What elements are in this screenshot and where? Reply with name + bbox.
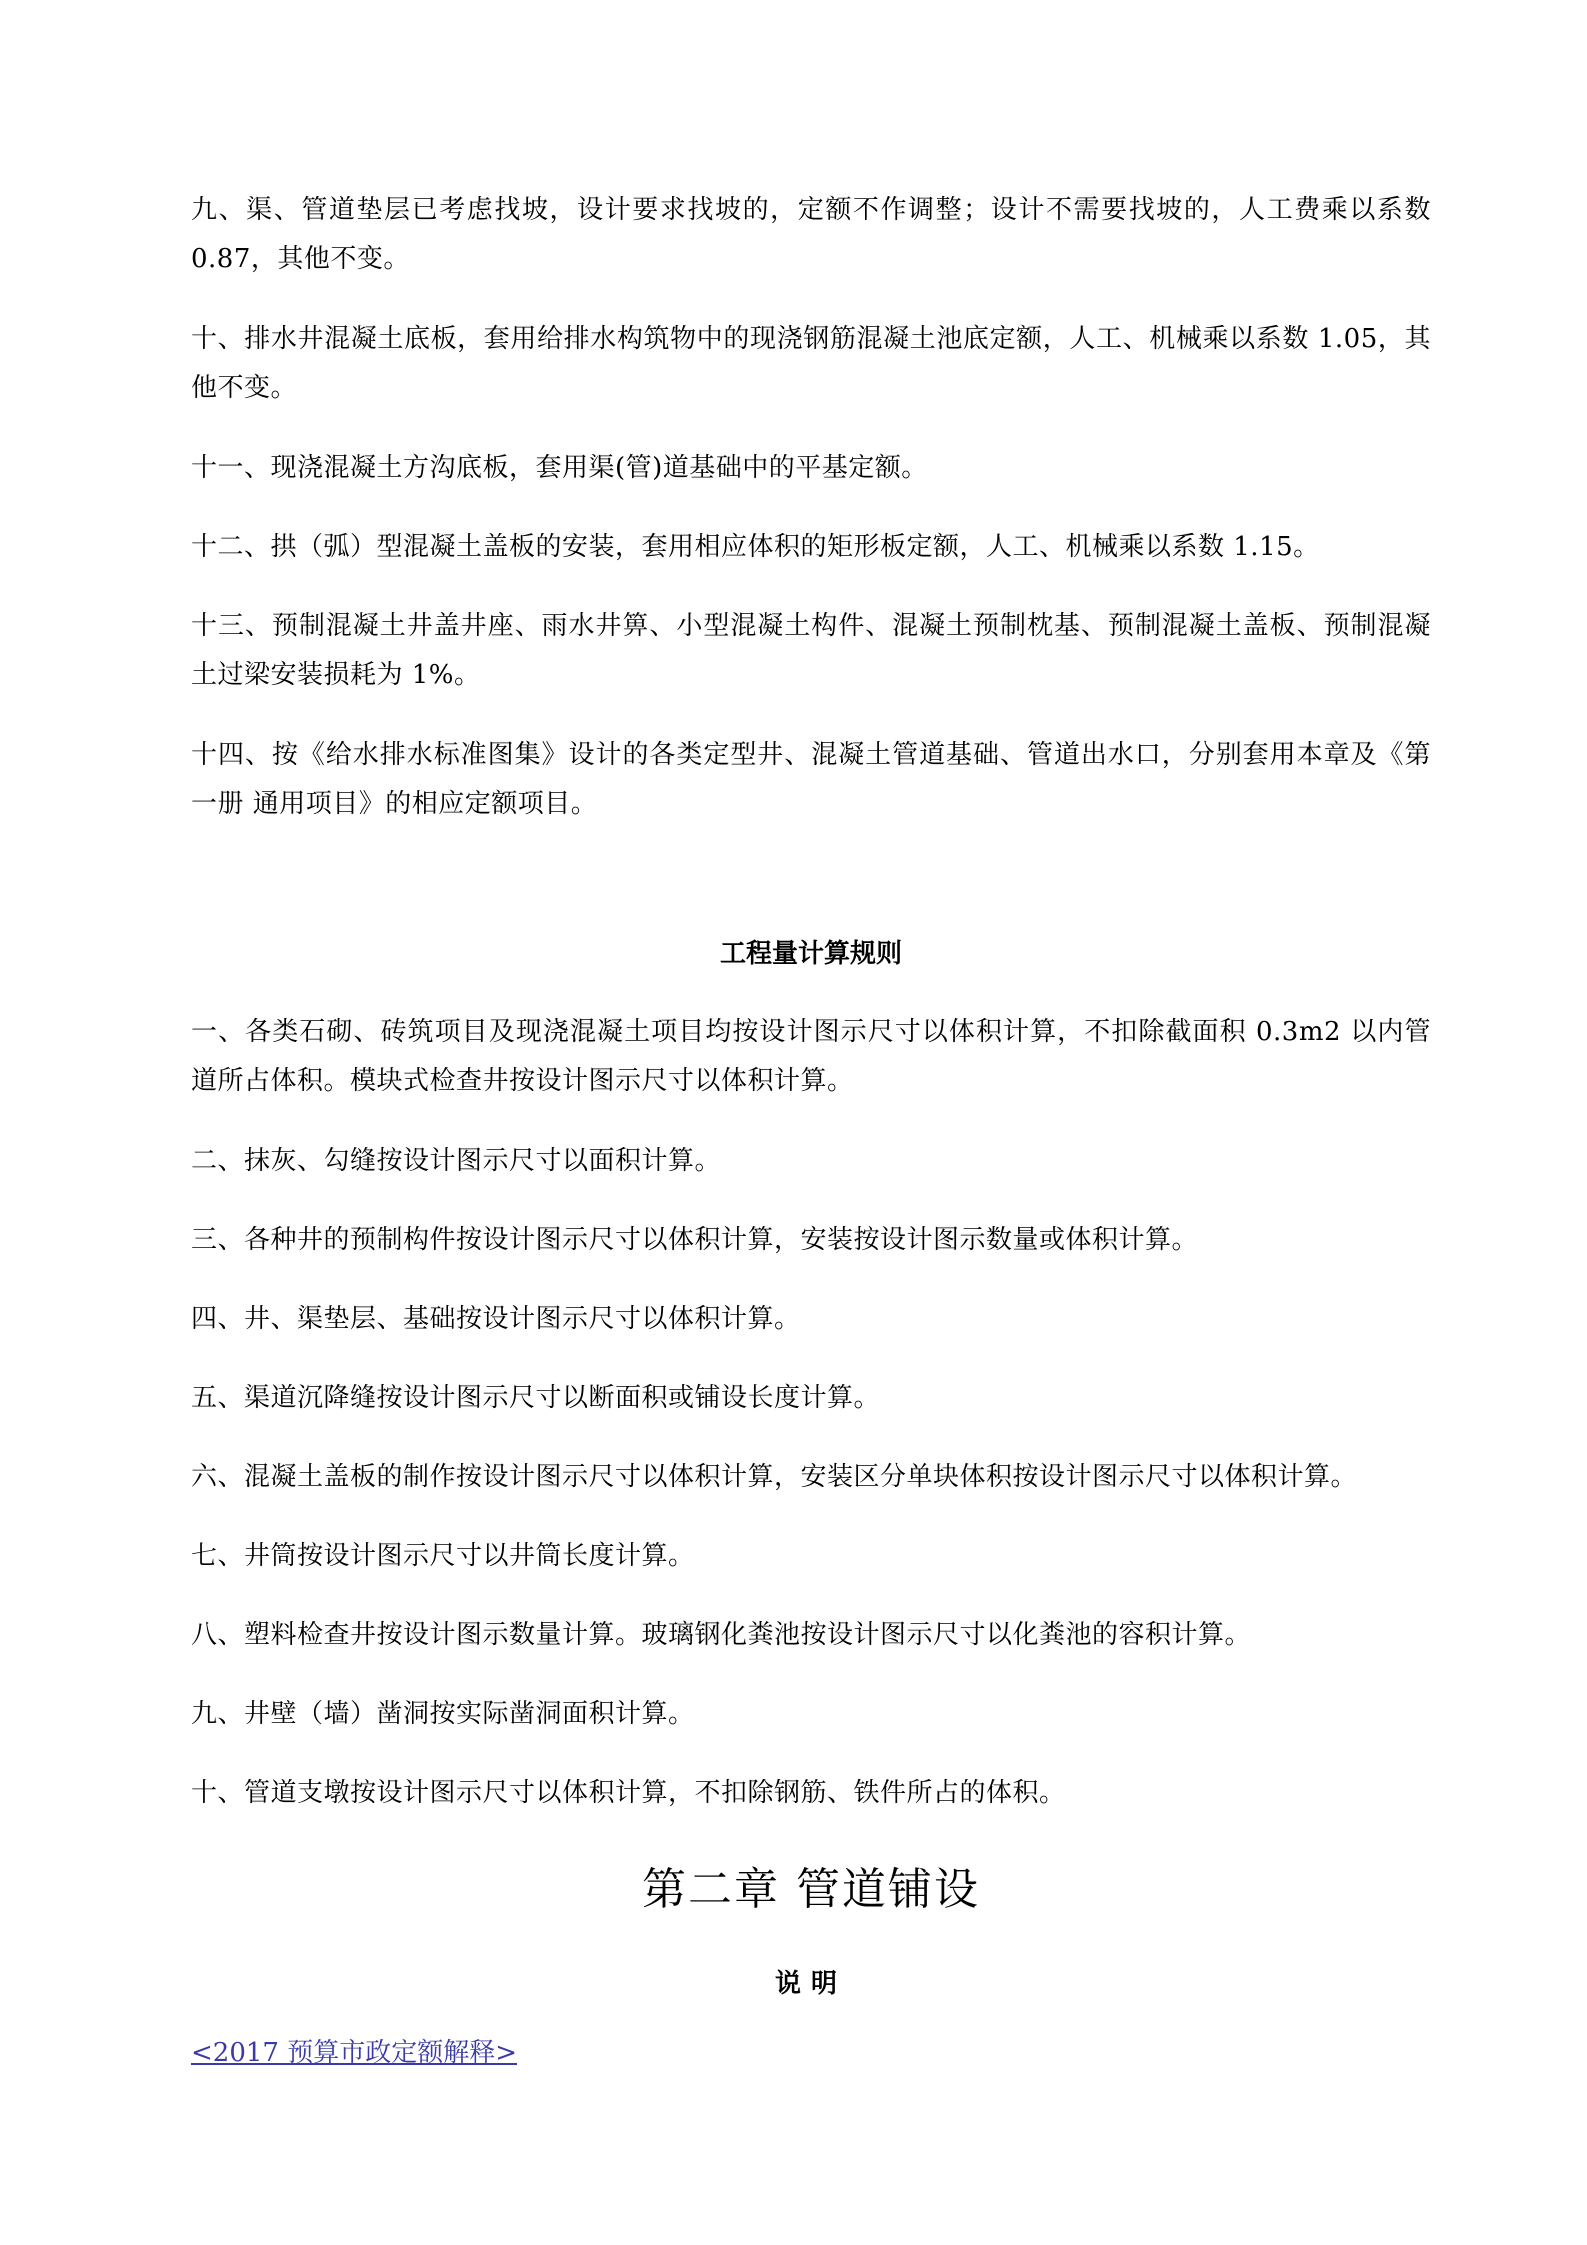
section-subtitle: 说明 (774, 1969, 847, 1999)
note-paragraph-13: 十三、预制混凝土井盖井座、雨水井箅、小型混凝土构件、混凝土预制枕基、预制混凝土盖板、预制混凝土过梁安装损耗为 1%。 (191, 611, 1431, 690)
rule-paragraph-2: 二、抹灰、勾缝按设计图示尺寸以面积计算。 (191, 1146, 722, 1176)
rule-paragraph-8: 八、塑料检查井按设计图示数量计算。玻璃钢化粪池按设计图示尺寸以化粪池的容积计算。 (191, 1620, 1252, 1650)
rules-section-title: 工程量计算规则 (719, 939, 902, 969)
note-paragraph-11: 十一、现浇混凝土方沟底板，套用渠(管)道基础中的平基定额。 (191, 453, 928, 483)
note-paragraph-14: 十四、按《给水排水标准图集》设计的各类定型井、混凝土管道基础、管道出水口，分别套用本章及《第一册 通用项目》的相应定额项目。 (191, 740, 1431, 819)
rule-paragraph-7: 七、井筒按设计图示尺寸以井筒长度计算。 (191, 1541, 695, 1571)
rule-paragraph-10: 十、管道支墩按设计图示尺寸以体积计算，不扣除钢筋、铁件所占的体积。 (191, 1778, 1066, 1808)
document-page (191, 186, 1431, 2078)
note-paragraph-9: 九、渠、管道垫层已考虑找坡，设计要求找坡的，定额不作调整；设计不需要找坡的，人工费乘以系数 0.87，其他不变。 (191, 195, 1431, 274)
rule-paragraph-4: 四、井、渠垫层、基础按设计图示尺寸以体积计算。 (191, 1304, 801, 1334)
rule-paragraph-9: 九、井壁（墙）凿洞按实际凿洞面积计算。 (191, 1699, 695, 1729)
rule-paragraph-6: 六、混凝土盖板的制作按设计图示尺寸以体积计算，安装区分单块体积按设计图示尺寸以体积计算。 (191, 1462, 1358, 1492)
chapter-title: 第二章 管道铺设 (642, 1864, 980, 1915)
rule-paragraph-1: 一、各类石砌、砖筑项目及现浇混凝土项目均按设计图示尺寸以体积计算，不扣除截面积 0.3m2 以内管道所占体积。模块式检查井按设计图示尺寸以体积计算。 (191, 1017, 1431, 1096)
rule-paragraph-3: 三、各种井的预制构件按设计图示尺寸以体积计算，安装按设计图示数量或体积计算。 (191, 1225, 1199, 1255)
rule-paragraph-5: 五、渠道沉降缝按设计图示尺寸以断面积或铺设长度计算。 (191, 1383, 881, 1413)
explanation-link[interactable]: <2017 预算市政定额解释> (191, 2038, 518, 2068)
note-paragraph-12: 十二、拱（弧）型混凝土盖板的安装，套用相应体积的矩形板定额，人工、机械乘以系数 1.15。 (191, 532, 1320, 562)
note-paragraph-10: 十、排水井混凝土底板，套用给排水构筑物中的现浇钢筋混凝土池底定额，人工、机械乘以系数 1.05，其他不变。 (191, 324, 1431, 403)
